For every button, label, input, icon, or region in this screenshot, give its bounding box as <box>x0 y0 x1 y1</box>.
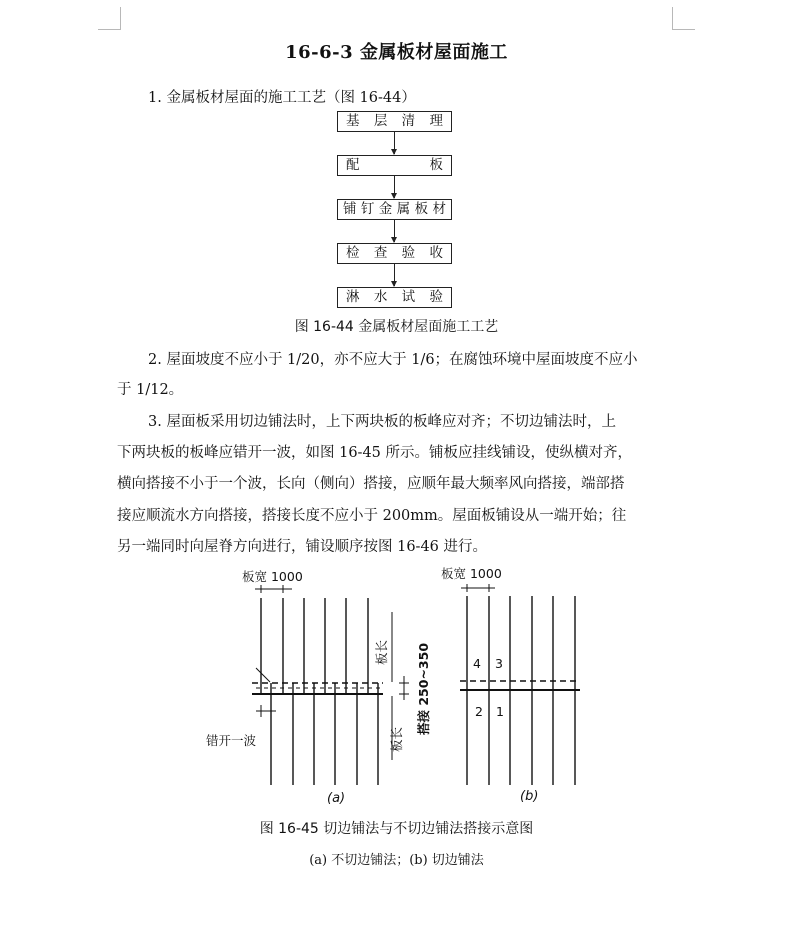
section-title: 16-6-3 金属板材屋面施工 <box>285 42 508 63</box>
item-2-line-1: 2. 屋面坡度不应小于 1/20，亦不应大于 1/6；在腐蚀环境中屋面坡度不应小 <box>148 352 638 368</box>
flow-char: 淋 <box>346 289 360 305</box>
flow-char: 配 <box>346 157 360 173</box>
flow-char: 金 <box>378 201 393 217</box>
flow-char: 查 <box>373 245 388 261</box>
length-label-top: 板长 <box>374 639 389 665</box>
overlap-dimension-label: 搭接 250~350 <box>416 642 431 735</box>
figure-b-label: (b) <box>520 789 539 804</box>
item-3-line-4: 接应顺流水方向搭接，搭接长度不应小于 200mm。屋面板铺设从一端开始；往 <box>117 508 627 524</box>
figure-b-width-label: 板宽 1000 <box>441 566 502 581</box>
flow-char: 板 <box>414 201 429 217</box>
flow-char: 钉 <box>360 201 375 217</box>
flow-char: 收 <box>429 245 443 261</box>
item-1-text: 1. 金属板材屋面的施工工艺（图 16-44） <box>148 90 416 106</box>
sequence-number-1: 1 <box>496 704 504 719</box>
item-3-line-1: 3. 屋面板采用切边铺法时，上下两块板的板峰应对齐；不切边铺法时，上 <box>148 414 616 430</box>
flow-char: 板 <box>429 157 443 173</box>
figure-16-45-caption: 图 16-45 切边铺法与不切边铺法搭接示意图 <box>259 821 534 837</box>
sequence-number-2: 2 <box>475 704 483 719</box>
flow-char: 层 <box>373 113 388 129</box>
figure-16-45-subcaption: (a) 不切边铺法；(b) 切边铺法 <box>309 853 484 868</box>
item-3-line-3: 横向搭接不小于一个波，长向（侧向）搭接，应顺年最大频率风向搭接，端部搭 <box>117 476 625 492</box>
figure-16-44-caption: 图 16-44 金属板材屋面施工工艺 <box>294 319 499 335</box>
flow-char: 基 <box>346 113 360 129</box>
flow-char: 试 <box>401 289 416 305</box>
flow-char: 验 <box>429 289 443 305</box>
length-label-bottom: 板长 <box>389 726 404 752</box>
figure-a-label: (a) <box>327 791 346 806</box>
flow-char: 铺 <box>343 201 357 217</box>
flow-char: 验 <box>401 245 416 261</box>
offset-label: 错开一波 <box>206 733 257 748</box>
flow-char: 检 <box>346 245 360 261</box>
item-2-line-2: 于 1/12。 <box>117 382 184 398</box>
sequence-number-4: 4 <box>473 656 481 671</box>
figure-b-drawing <box>460 584 580 785</box>
flow-char: 清 <box>401 113 416 129</box>
flow-char: 水 <box>373 289 388 305</box>
flow-char: 材 <box>432 201 446 217</box>
figure-a-drawing <box>252 585 409 785</box>
sequence-number-3: 3 <box>495 656 503 671</box>
item-3-line-2: 下两块板的板峰应错开一波，如图 16-45 所示。铺板应挂线铺设，使纵横对齐， <box>117 445 633 461</box>
flow-char: 理 <box>429 113 443 129</box>
figure-a-width-label: 板宽 1000 <box>242 569 303 584</box>
flow-char: 属 <box>396 201 411 217</box>
item-3-line-5: 另一端同时向屋脊方向进行，铺设顺序按图 16-46 进行。 <box>117 539 488 555</box>
